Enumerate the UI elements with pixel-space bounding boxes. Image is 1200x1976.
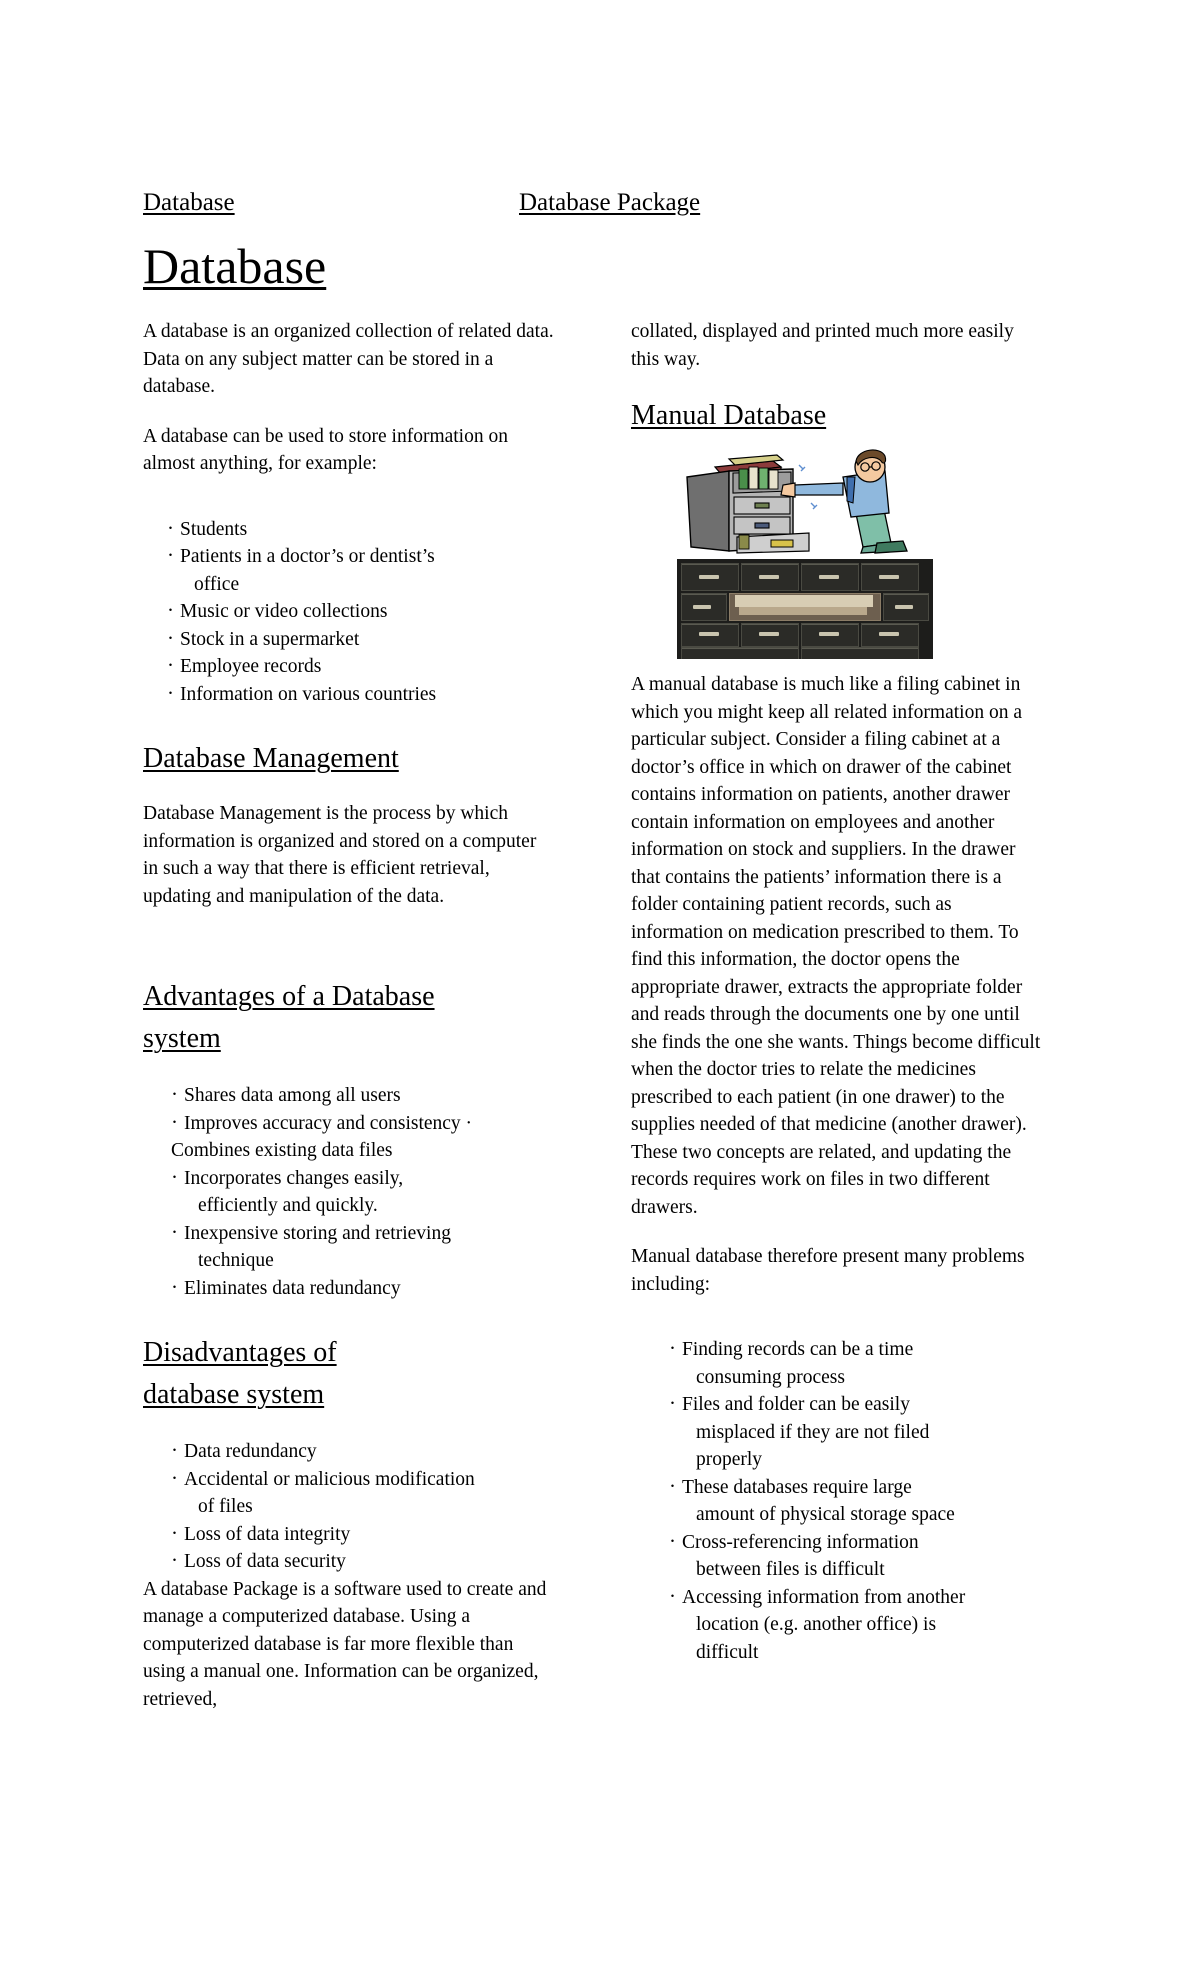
list-item-text: Combines existing data files: [171, 1140, 393, 1161]
advantages-list: [171, 1082, 555, 1302]
list-item: [171, 1165, 555, 1220]
list-item-continuation: office: [194, 573, 240, 595]
list-item-continuation: efficiently and quickly.: [198, 1195, 378, 1216]
list-item: [669, 1474, 1046, 1529]
continuation-paragraph: collated, displayed and printed much more easily this way.: [631, 321, 1014, 370]
problems-intro-paragraph: Manual database therefore present many problems including:: [631, 1246, 1025, 1295]
intro-paragraph-2: A database can be used to store information on almost anything, for example:: [143, 425, 508, 474]
list-item-text: Shares data among all users: [184, 1085, 401, 1106]
closing-paragraph: A database Package is a software used to create and manage a computerized database. Using a computerized database is far more flexible than using a manual one. Information can be organized, retrieved,: [143, 1578, 547, 1710]
list-item: [167, 543, 555, 598]
list-item: [669, 1336, 1046, 1391]
list-item: [167, 516, 555, 544]
right-column: [631, 318, 1046, 1666]
list-item-text: Information on various countries: [180, 683, 437, 705]
disadvantages-list: [171, 1438, 555, 1576]
left-column: [143, 318, 555, 1713]
section-heading-database-management: Database Management: [143, 743, 399, 774]
list-item: [669, 1391, 1046, 1474]
section-heading-manual-database: Manual Database: [631, 400, 827, 431]
intro-paragraph-1: A database is an organized collection of related data. Data on any subject matter can be stored in a database.: [143, 321, 554, 397]
list-item-continuation: of files: [198, 1496, 253, 1517]
management-paragraph: Database Management is the process by which information is organized and stored on a computer in such a way that there is efficient retrieval, updating and manipulation of the data.: [143, 803, 537, 907]
list-item-text: Students: [180, 518, 248, 540]
list-item-text: Finding records can be a time: [682, 1339, 914, 1360]
list-item-text: Files and folder can be easily: [682, 1394, 910, 1415]
section-heading-advantages: [143, 976, 555, 1060]
page-title: Database: [143, 238, 327, 294]
heading-line-1: Disadvantages of: [143, 1337, 337, 1368]
list-item-continuation: location (e.g. another office) is: [696, 1614, 937, 1635]
list-item: [171, 1082, 555, 1110]
list-item-text: Improves accuracy and consistency ·: [184, 1112, 473, 1134]
list-item: [171, 1220, 555, 1275]
list-item: [171, 1521, 555, 1549]
heading-line-2: system: [143, 1023, 221, 1054]
section-heading-disadvantages: [143, 1332, 555, 1416]
list-item-text: Data redundancy: [184, 1441, 317, 1462]
list-item-text: Cross-referencing information: [682, 1531, 919, 1553]
list-item: [171, 1110, 555, 1138]
list-item-continuation-2: difficult: [696, 1641, 759, 1663]
list-item: [167, 626, 555, 654]
list-item: [167, 598, 555, 626]
list-item-text: Incorporates changes easily,: [184, 1167, 404, 1189]
list-item-text: These databases require large: [682, 1476, 912, 1498]
list-item-text: Eliminates data redundancy: [184, 1277, 401, 1299]
list-item-text: Stock in a supermarket: [180, 628, 360, 650]
manual-database-paragraph: A manual database is much like a filing cabinet in which you might keep all related information on a particular subject. Consider a filing cabinet at a doctor’s office in which on drawer of the cabinet contains information on patients, another drawer contain information on employees and another information on stock and suppliers. In the drawer that contains the patients’ information there is a folder containing patient records, such as information on medication prescribed to them. To find this information, the doctor opens the appropriate drawer, extracts the appropriate folder and reads through the documents one by one until she finds the one she wants. Things become difficult when the doctor tries to relate the medicines prescribed to each patient (in one drawer) to the supplies needed of that medicine (another drawer). These two concepts are related, and updating the records requires work on files in two different drawers.: [631, 674, 1041, 1218]
problems-list: [669, 1336, 1046, 1666]
filing-cabinet-clipart: [677, 447, 937, 555]
list-item-text: Loss of data integrity: [184, 1523, 351, 1545]
examples-list: [167, 516, 555, 709]
filing-cabinet-photo: [677, 559, 933, 659]
list-item-continuation: amount of physical storage space: [696, 1504, 955, 1525]
list-item: [167, 653, 555, 681]
list-item: [669, 1529, 1046, 1584]
list-item-continuation: between files is difficult: [696, 1559, 885, 1580]
list-item-continuation: consuming process: [696, 1366, 845, 1388]
list-item-text: Patients in a doctor’s or dentist’s: [180, 546, 435, 567]
heading-line-2: database system: [143, 1379, 325, 1410]
list-item-text: Loss of data security: [184, 1551, 346, 1572]
header-left-label: Database: [143, 189, 235, 216]
list-item: [167, 681, 555, 709]
list-item: [171, 1275, 555, 1303]
list-item-continuation: technique: [198, 1250, 274, 1271]
heading-line-1: Advantages of a Database: [143, 981, 435, 1012]
header-right-label: Database Package: [519, 189, 701, 216]
list-item: [171, 1466, 555, 1521]
list-item-continuation: misplaced if they are not filed: [696, 1421, 930, 1443]
list-item-text: Music or video collections: [180, 601, 388, 622]
list-item: [171, 1438, 555, 1466]
document-header: [143, 188, 1063, 224]
list-item-text: Employee records: [180, 656, 322, 677]
manual-database-images: [631, 447, 1046, 659]
list-item: [669, 1584, 1046, 1667]
list-item-text: Accessing information from another: [682, 1586, 966, 1608]
list-item-text: Accidental or malicious modification: [184, 1468, 475, 1490]
list-item-continuation-2: properly: [696, 1449, 763, 1470]
list-item: [171, 1137, 555, 1165]
list-item-text: Inexpensive storing and retrieving: [184, 1222, 451, 1244]
list-item: [171, 1548, 555, 1576]
